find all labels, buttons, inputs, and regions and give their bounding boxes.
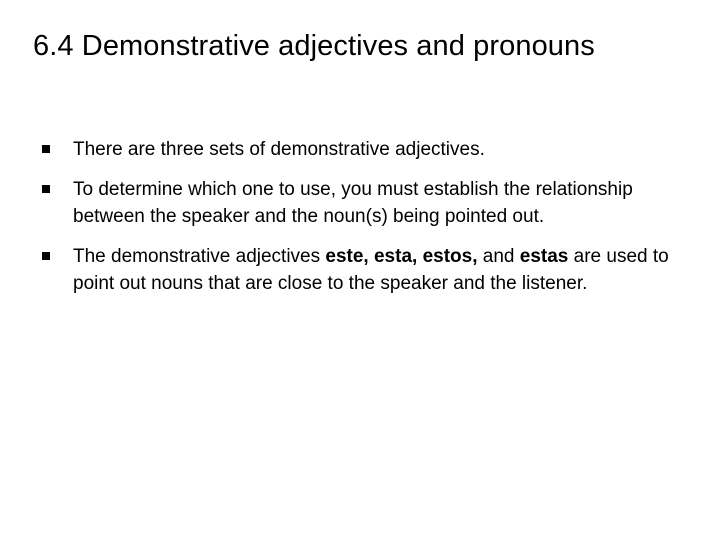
bullet-bold-term: este, esta, estos, <box>325 246 478 267</box>
bullet-item <box>40 243 680 297</box>
square-bullet-icon <box>42 252 50 260</box>
square-bullet-icon <box>42 145 50 153</box>
bullet-text: There are three sets of demonstrative adjectives. <box>73 139 485 160</box>
bullet-text-part: are used to point out nouns that are close to the speaker and the listener. <box>73 246 669 294</box>
bullet-text-part: and <box>477 246 520 267</box>
slide-title: 6.4 Demonstrative adjectives and pronouns <box>33 30 595 62</box>
bullet-item <box>40 176 680 230</box>
bullet-bold-term: estas <box>519 246 569 267</box>
bullet-item <box>40 136 680 163</box>
bullet-list <box>40 136 680 310</box>
bullet-text-part: The demonstrative adjectives <box>73 246 326 267</box>
square-bullet-icon <box>42 185 50 193</box>
bullet-text: To determine which one to use, you must establish the relationship between the speaker and the noun(s) being pointed out. <box>73 179 633 227</box>
